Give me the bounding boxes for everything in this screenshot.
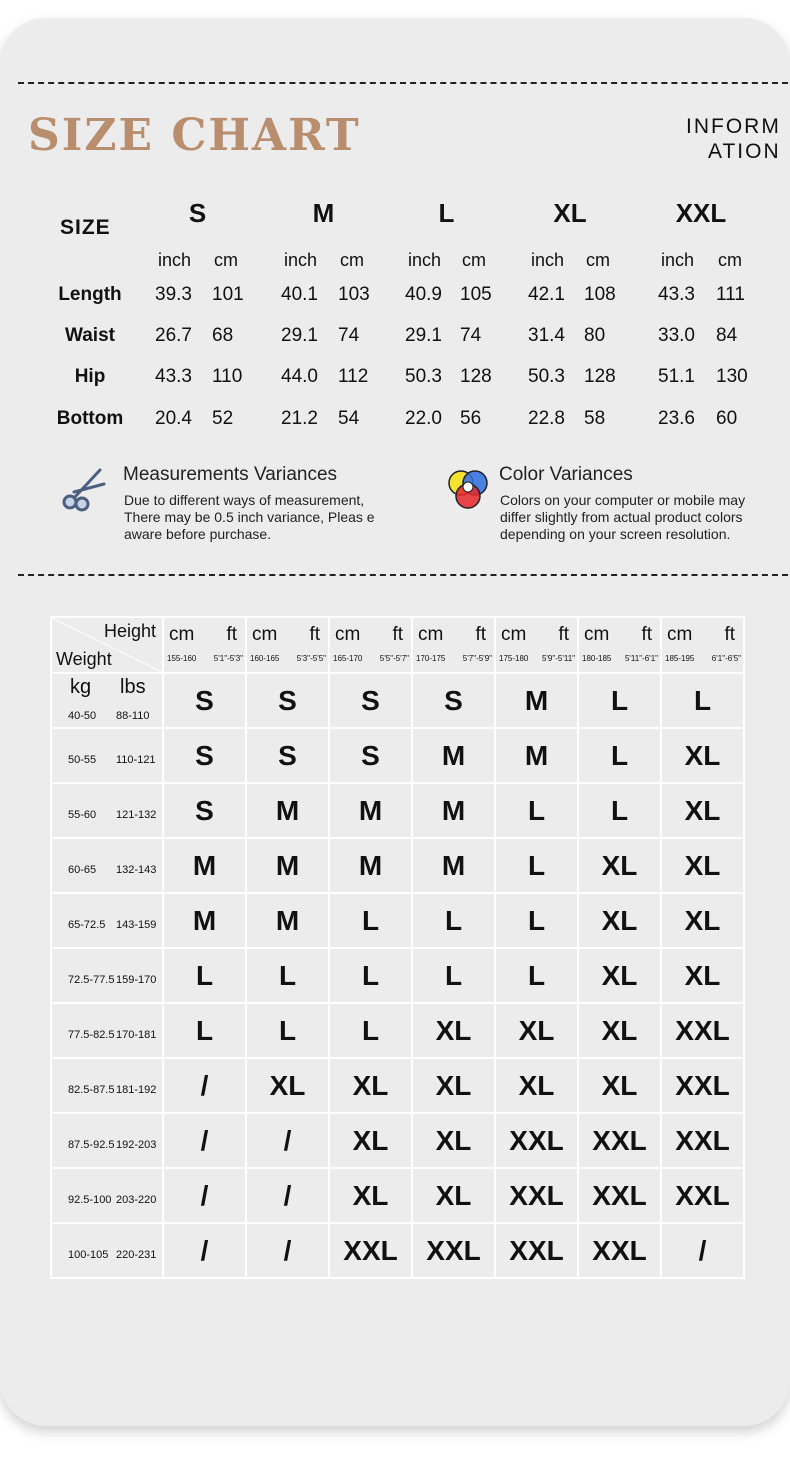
measurement-inch-value: 50.3 — [528, 366, 565, 387]
grid-row — [51, 1058, 744, 1113]
recommended-size-cell: L — [329, 893, 412, 948]
height-unit-cm: cm — [335, 624, 361, 645]
weight-range-lbs: 132-143 — [116, 864, 157, 876]
measurement-cm-value: 110 — [212, 366, 243, 387]
size-chart-card — [0, 18, 790, 1426]
height-unit-ft: ft — [641, 624, 652, 645]
recommended-size-cell: L — [495, 783, 578, 838]
measurement-cm-value: 130 — [716, 366, 748, 387]
recommended-size-cell: / — [246, 1113, 329, 1168]
height-unit-ft: ft — [558, 624, 569, 645]
recommended-size-cell: XL — [578, 948, 661, 1003]
recommended-size-cell: L — [495, 948, 578, 1003]
unit-cm: cm — [462, 250, 486, 270]
measurement-note-line: aware before purchase. — [124, 526, 272, 542]
recommended-size-cell: L — [412, 948, 495, 1003]
weight-range-kg: 60-65 — [68, 864, 97, 876]
unit-inch: inch — [408, 250, 442, 270]
grid-row — [51, 893, 744, 948]
measurement-name: Bottom — [56, 408, 124, 429]
measurement-inch-value: 22.8 — [528, 408, 565, 429]
recommended-size-cell: / — [163, 1168, 246, 1223]
measurement-inch-value: 31.4 — [528, 325, 565, 346]
measurement-inch-value: 20.4 — [155, 408, 192, 429]
height-column-header — [578, 617, 661, 673]
measurement-name: Length — [58, 284, 122, 305]
height-range-ft: 5'3"-5'5" — [296, 654, 326, 663]
weight-range-lbs: 121-132 — [116, 809, 157, 821]
grid-row — [51, 673, 744, 728]
height-column-header — [412, 617, 495, 673]
recommended-size-cell: XXL — [578, 1223, 661, 1278]
recommended-size-cell: L — [246, 948, 329, 1003]
weight-row-header — [51, 673, 163, 728]
measurement-cm-value: 84 — [716, 325, 738, 346]
recommended-size-cell: XL — [329, 1168, 412, 1223]
height-range-cm: 170-175 — [416, 654, 446, 663]
unit-cm: cm — [586, 250, 610, 270]
grid-row — [51, 1223, 744, 1278]
recommended-size-cell: / — [661, 1223, 744, 1278]
recommended-size-cell: M — [246, 893, 329, 948]
recommended-size-cell: XL — [412, 1003, 495, 1058]
color-note-line: differ slightly from actual product colors — [500, 509, 743, 525]
recommended-size-cell: / — [163, 1223, 246, 1278]
measurement-inch-value: 40.9 — [405, 284, 442, 305]
weight-row-header — [51, 948, 163, 1003]
height-unit-ft: ft — [724, 624, 735, 645]
height-range-cm: 180-185 — [582, 654, 612, 663]
unit-inch: inch — [158, 250, 192, 270]
recommended-size-cell: M — [163, 893, 246, 948]
recommended-size-cell: XL — [246, 1058, 329, 1113]
height-range-cm: 160-165 — [250, 654, 280, 663]
recommended-size-cell: S — [246, 673, 329, 728]
recommended-size-cell: M — [412, 838, 495, 893]
recommended-size-cell: / — [163, 1113, 246, 1168]
recommended-size-cell: XL — [661, 948, 744, 1003]
measurement-note-line: There may be 0.5 inch variance, Pleas e — [124, 509, 375, 525]
color-note-body — [500, 492, 745, 543]
recommended-size-cell: L — [578, 673, 661, 728]
measurement-cm-value: 112 — [338, 366, 369, 387]
middle-divider — [18, 574, 788, 576]
recommended-size-cell: XXL — [661, 1058, 744, 1113]
measurement-inch-value: 40.1 — [281, 284, 318, 305]
weight-row-header — [51, 1003, 163, 1058]
grid-row — [51, 948, 744, 1003]
size-header-1: M — [312, 198, 335, 228]
weight-range-lbs: 143-159 — [116, 919, 157, 931]
height-weight-size-grid — [50, 616, 745, 1279]
weight-range-kg: 82.5-87.5 — [68, 1084, 115, 1096]
height-range-cm: 175-180 — [499, 654, 529, 663]
weight-range-lbs: 159-170 — [116, 974, 157, 986]
info-label — [686, 114, 781, 164]
measurement-inch-value: 44.0 — [281, 366, 318, 387]
height-unit-ft: ft — [309, 624, 320, 645]
recommended-size-cell: L — [495, 893, 578, 948]
unit-cm: cm — [340, 250, 364, 270]
size-label: SIZE — [60, 216, 111, 239]
height-range-cm: 165-170 — [333, 654, 363, 663]
measurement-inch-value: 50.3 — [405, 366, 442, 387]
measurement-name: Hip — [74, 366, 106, 387]
height-column-header — [246, 617, 329, 673]
recommended-size-cell: XL — [578, 1003, 661, 1058]
weight-range-kg: 77.5-82.5 — [68, 1029, 115, 1041]
measurement-cm-value: 80 — [584, 325, 606, 346]
recommended-size-cell: XXL — [661, 1168, 744, 1223]
recommended-size-cell: XXL — [661, 1113, 744, 1168]
measurement-cm-value: 108 — [584, 284, 616, 305]
measurement-inch-value: 43.3 — [658, 284, 695, 305]
recommended-size-cell: S — [246, 728, 329, 783]
size-header-4: XXL — [675, 198, 727, 228]
weight-row-header — [51, 1058, 163, 1113]
measurement-note-title: Measurements Variances — [123, 464, 338, 485]
height-unit-cm: cm — [418, 624, 444, 645]
grid-row — [51, 838, 744, 893]
measurement-inch-value: 42.1 — [528, 284, 565, 305]
recommended-size-cell: L — [329, 1003, 412, 1058]
recommended-size-cell: XL — [495, 1003, 578, 1058]
weight-range-lbs: 110-121 — [116, 754, 156, 766]
height-unit-ft: ft — [226, 624, 237, 645]
size-header-0: S — [188, 198, 207, 228]
recommended-size-cell: XXL — [495, 1168, 578, 1223]
weight-row-header — [51, 1223, 163, 1278]
weight-range-kg: 87.5-92.5 — [68, 1139, 115, 1151]
height-unit-cm: cm — [584, 624, 610, 645]
info-line-1: INFORM — [686, 115, 781, 138]
recommended-size-cell: XL — [412, 1113, 495, 1168]
recommended-size-cell: XL — [578, 893, 661, 948]
color-note-title: Color Variances — [499, 464, 633, 485]
weight-row-header — [51, 893, 163, 948]
height-range-ft: 5'11"-6'1" — [624, 654, 658, 663]
height-range-ft: 5'5"-5'7" — [379, 654, 409, 663]
recommended-size-cell: XXL — [495, 1223, 578, 1278]
measurement-note-body — [124, 492, 375, 543]
recommended-size-cell: XXL — [329, 1223, 412, 1278]
recommended-size-cell: L — [578, 728, 661, 783]
recommended-size-cell: XL — [412, 1168, 495, 1223]
recommended-size-cell: L — [495, 838, 578, 893]
color-wheel-icon — [444, 466, 492, 514]
scissors-icon — [60, 464, 110, 514]
height-column-header — [163, 617, 246, 673]
weight-row-header — [51, 728, 163, 783]
recommended-size-cell: S — [329, 728, 412, 783]
unit-cm: cm — [214, 250, 238, 270]
weight-range-kg: 92.5-100 — [68, 1194, 112, 1206]
recommended-size-cell: XL — [329, 1113, 412, 1168]
recommended-size-cell: M — [412, 783, 495, 838]
measurement-inch-value: 33.0 — [658, 325, 695, 346]
recommended-size-cell: M — [246, 838, 329, 893]
measurement-cm-value: 105 — [460, 284, 492, 305]
recommended-size-cell: / — [163, 1058, 246, 1113]
measurement-inch-value: 51.1 — [658, 366, 695, 387]
recommended-size-cell: / — [246, 1168, 329, 1223]
unit-inch: inch — [531, 250, 565, 270]
recommended-size-cell: L — [163, 948, 246, 1003]
measurement-inch-value: 43.3 — [155, 366, 192, 387]
recommended-size-cell: S — [329, 673, 412, 728]
page-title: SIZE CHART — [28, 110, 361, 161]
recommended-size-cell: L — [412, 893, 495, 948]
size-header-3: XL — [553, 198, 587, 228]
recommended-size-cell: XXL — [578, 1113, 661, 1168]
height-range-cm: 185-195 — [665, 654, 695, 663]
recommended-size-cell: L — [163, 1003, 246, 1058]
size-header-2: L — [438, 198, 455, 228]
height-unit-cm: cm — [667, 624, 693, 645]
measurement-cm-value: 128 — [460, 366, 492, 387]
measurement-inch-value: 23.6 — [658, 408, 695, 429]
measurement-inch-value: 26.7 — [155, 325, 192, 346]
measurement-cm-value: 103 — [338, 284, 370, 305]
measurement-inch-value: 39.3 — [155, 284, 192, 305]
weight-range-lbs: 203-220 — [116, 1194, 157, 1206]
recommended-size-cell: M — [495, 728, 578, 783]
weight-row-header — [51, 783, 163, 838]
recommended-size-cell: M — [329, 783, 412, 838]
weight-range-kg: 55-60 — [68, 809, 97, 821]
height-column-header — [329, 617, 412, 673]
weight-range-kg: 100-105 — [68, 1249, 109, 1261]
weight-label: Weight — [56, 649, 112, 669]
height-range-cm: 155-160 — [167, 654, 197, 663]
measurement-cm-value: 101 — [212, 284, 244, 305]
recommended-size-cell: M — [495, 673, 578, 728]
recommended-size-cell: L — [329, 948, 412, 1003]
measurement-cm-value: 52 — [212, 408, 234, 429]
recommended-size-cell: XL — [661, 893, 744, 948]
recommended-size-cell: XL — [578, 1058, 661, 1113]
grid-header-row — [51, 617, 744, 673]
height-range-ft: 5'9"-5'11" — [541, 654, 575, 663]
height-unit-cm: cm — [501, 624, 527, 645]
grid-row — [51, 783, 744, 838]
recommended-size-cell: XL — [412, 1058, 495, 1113]
recommended-size-cell: / — [246, 1223, 329, 1278]
recommended-size-cell: XL — [578, 838, 661, 893]
height-column-header — [661, 617, 744, 673]
weight-range-kg: 72.5-77.5 — [68, 974, 115, 986]
measurement-cm-value: 60 — [716, 408, 738, 429]
color-note-line: depending on your screen resolution. — [500, 526, 731, 542]
height-unit-cm: cm — [169, 624, 195, 645]
measurement-note-line: Due to different ways of measurement, — [124, 492, 365, 508]
recommended-size-cell: XL — [661, 728, 744, 783]
recommended-size-cell: M — [246, 783, 329, 838]
height-range-ft: 5'7"-5'9" — [462, 654, 492, 663]
top-divider — [18, 82, 788, 84]
recommended-size-cell: L — [578, 783, 661, 838]
height-label: Height — [103, 621, 156, 641]
grid-row — [51, 1113, 744, 1168]
grid-row — [51, 1003, 744, 1058]
recommended-size-cell: XL — [661, 838, 744, 893]
weight-unit-lbs: lbs — [120, 676, 146, 698]
height-unit-cm: cm — [252, 624, 278, 645]
weight-row-header — [51, 1113, 163, 1168]
recommended-size-cell: XL — [661, 783, 744, 838]
recommended-size-cell: XL — [329, 1058, 412, 1113]
weight-range-lbs: 220-231 — [116, 1249, 157, 1261]
weight-range-lbs: 170-181 — [116, 1029, 157, 1041]
height-column-header — [495, 617, 578, 673]
measurement-cm-value: 111 — [716, 284, 745, 305]
recommended-size-cell: S — [412, 673, 495, 728]
grid-row — [51, 1168, 744, 1223]
recommended-size-cell: XXL — [661, 1003, 744, 1058]
weight-range-lbs: 192-203 — [116, 1139, 157, 1151]
height-unit-ft: ft — [392, 624, 403, 645]
grid-row — [51, 728, 744, 783]
measurement-inch-value: 29.1 — [405, 325, 442, 346]
recommended-size-cell: M — [329, 838, 412, 893]
weight-row-header — [51, 1168, 163, 1223]
recommended-size-cell: L — [246, 1003, 329, 1058]
weight-range-kg: 65-72.5 — [68, 919, 106, 931]
recommended-size-cell: S — [163, 728, 246, 783]
measurement-inch-value: 29.1 — [281, 325, 318, 346]
weight-range-kg: 40-50 — [68, 710, 97, 722]
recommended-size-cell: L — [661, 673, 744, 728]
weight-row-header — [51, 838, 163, 893]
weight-range-lbs: 88-110 — [116, 710, 150, 722]
info-line-2: ATION — [708, 140, 781, 163]
measurement-name: Waist — [65, 325, 115, 346]
recommended-size-cell: S — [163, 783, 246, 838]
recommended-size-cell: XXL — [578, 1168, 661, 1223]
recommended-size-cell: S — [163, 673, 246, 728]
height-range-ft: 6'1"-6'5" — [711, 654, 741, 663]
recommended-size-cell: M — [412, 728, 495, 783]
measurement-cm-value: 68 — [212, 325, 234, 346]
measurement-cm-value: 58 — [584, 408, 606, 429]
color-note-line: Colors on your computer or mobile may — [500, 492, 746, 508]
weight-range-lbs: 181-192 — [116, 1084, 157, 1096]
unit-cm: cm — [718, 250, 742, 270]
measurement-cm-value: 74 — [460, 325, 482, 346]
recommended-size-cell: XL — [495, 1058, 578, 1113]
measurement-cm-value: 54 — [338, 408, 360, 429]
height-unit-ft: ft — [475, 624, 486, 645]
measurement-cm-value: 128 — [584, 366, 616, 387]
grid-corner — [51, 617, 163, 673]
weight-range-kg: 50-55 — [68, 754, 97, 766]
recommended-size-cell: M — [163, 838, 246, 893]
unit-inch: inch — [284, 250, 318, 270]
measurement-cm-value: 56 — [460, 408, 482, 429]
measurement-inch-value: 22.0 — [405, 408, 442, 429]
recommended-size-cell: XXL — [412, 1223, 495, 1278]
unit-inch: inch — [661, 250, 695, 270]
measurement-cm-value: 74 — [338, 325, 360, 346]
height-range-ft: 5'1"-5'3" — [213, 654, 243, 663]
weight-unit-kg: kg — [70, 676, 92, 698]
measurement-inch-value: 21.2 — [281, 408, 318, 429]
recommended-size-cell: XXL — [495, 1113, 578, 1168]
